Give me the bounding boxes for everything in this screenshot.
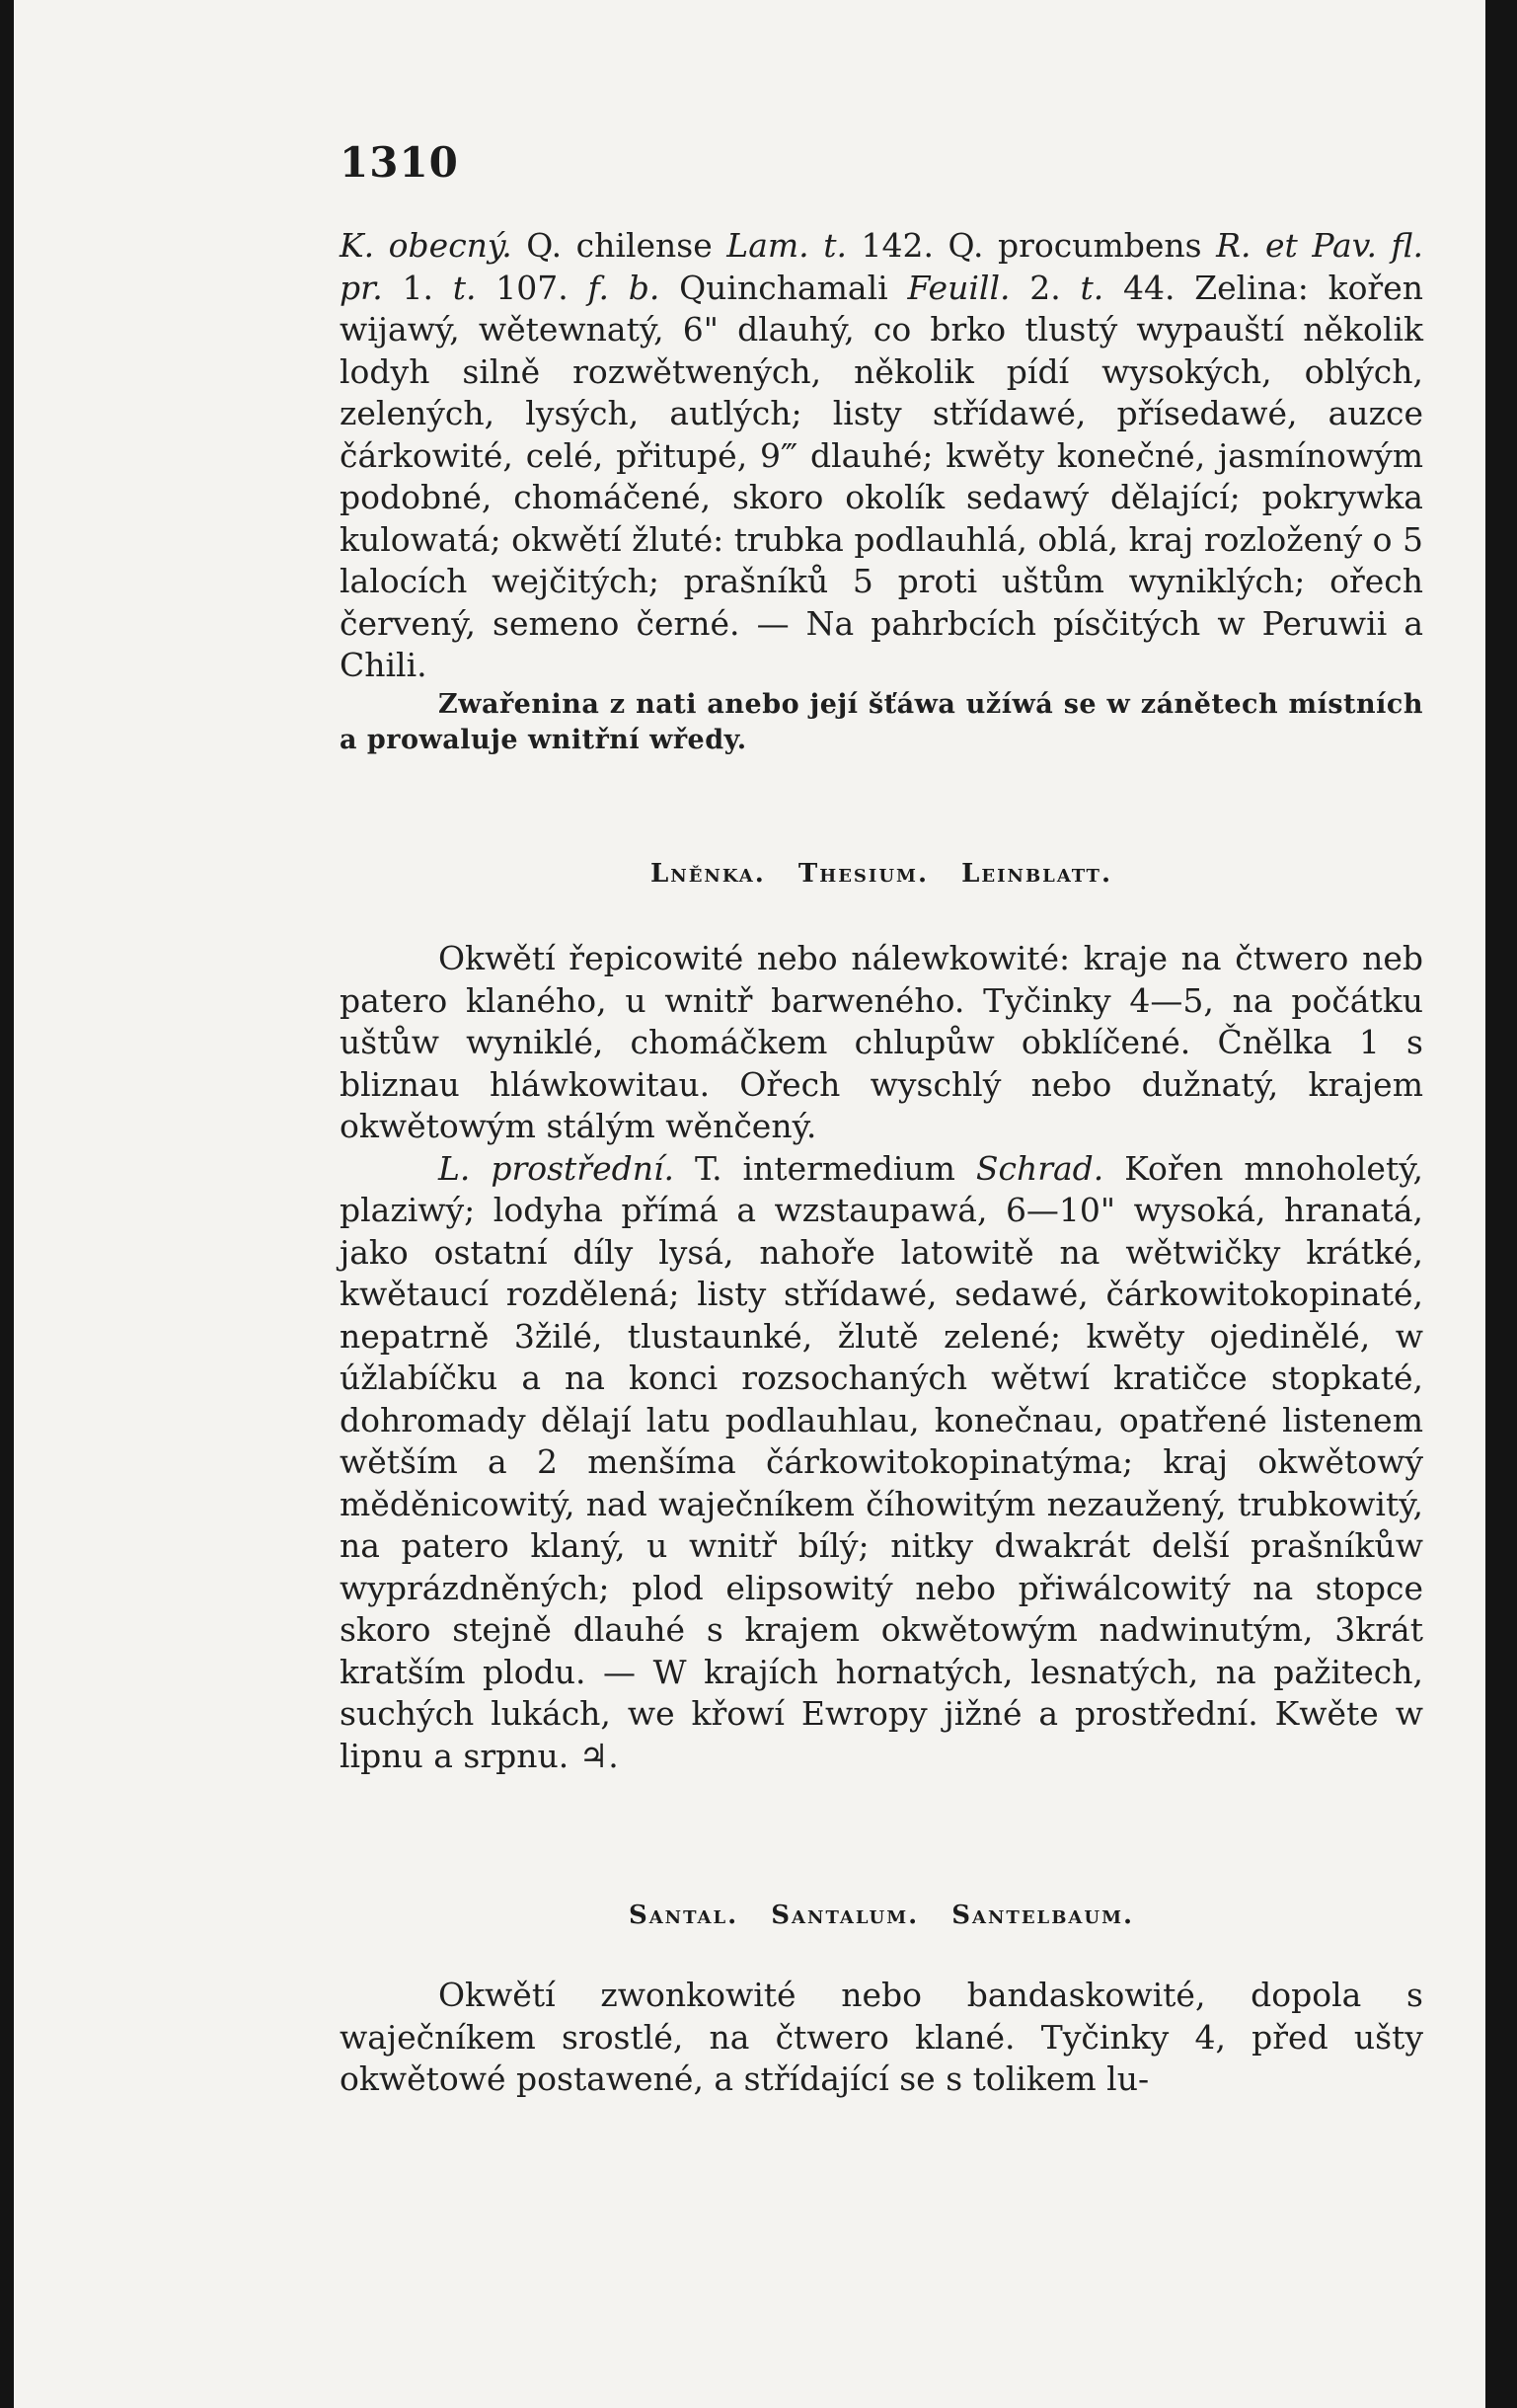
text-segment — [809, 226, 824, 265]
italic-citation: Lam. — [726, 226, 809, 265]
italic-citation: f. b. — [587, 268, 660, 307]
genus-heading-thesium: Lněnka. Thesium. Leinblatt. — [649, 859, 1113, 889]
text-segment: 1. — [382, 268, 453, 307]
text-segment: Quinchamali — [659, 268, 908, 307]
species-entry-quinchamalium — [340, 225, 1423, 758]
italic-citation: Feuill. — [907, 268, 1011, 307]
italic-citation: K. obecný. — [340, 226, 512, 265]
italic-citation: R. et Pav. fl. pr. — [340, 226, 1423, 307]
species-description: L. prostřední. T. intermedium Schrad. Kořen mnoholetý, plaziwý; lodyha přímá a wzstaupawá, 6—10" wysoká, hranatá, jako ostatní díly lysá, nahoře latowitě na wětwičky krátké, kwětaucí rozdělená; listy střídawé, sedawé, čárkowitokopinaté, nepatrně 3žilé, tlustaunké, žlutě zelené; kwěty ojedinělé, w úžlabíčku a na konci rozsochaných wětwí kratičce stopkaté, dohromady dělají latu podlauhlau, konečnau, opatřené listenem wětším a 2 menšíma čárkowitokopinatýma; kraj okwětowý měděnicowitý, nad waječníkem číhowitým nezaužený, trubkowitý, na patero klaný, u wnitř bílý; nitky dwakrát delší prašníkůw wyprázdněných; plod elipsowitý nebo přiwálcowitý na stopce skoro stejně dlauhé s krajem okwětowým nadwinutým, 3krát kratším plodu. — W krajích hornatých, lesnatých, na pažitech, suchých lukách, we křowí Ewropy jižné a prostřední. Kwěte w lipnu a srpnu. ♃. — [340, 1148, 1423, 1775]
book-page — [14, 0, 1485, 2408]
text-segment: 142. Q. procumbens — [846, 226, 1217, 265]
species-author: Schrad. — [975, 1148, 1104, 1188]
italic-citation: t. — [452, 268, 477, 307]
italic-citation: t. — [823, 226, 847, 265]
italic-citation: t. — [1080, 268, 1104, 307]
text-segment: 107. — [476, 268, 588, 307]
genus-entry-santalum — [340, 1975, 1423, 2101]
genus-entry-thesium — [340, 938, 1423, 1777]
genus-heading-santalum: Santal. Santalum. Santelbaum. — [628, 1901, 1135, 1930]
genus-description: Okwětí zwonkowité nebo bandaskowité, dopola s waječníkem srostlé, na čtwero klané. Tyčinky 4, před ušty okwětowé postawené, a střídající se s tolikem lu- — [340, 1976, 1423, 2098]
text-segment: 44. Zelina: kořen wijawý, wětewnatý, 6" dlauhý, co brko tlustý wypauští několik lodyh silně rozwětwených, několik pídí wysokých, oblých, zelených, lysých, autlých; listy střídawé, přísedawé, auzce čárkowité, celé, přitupé, 9‴ dlauhé; kwěty konečné, jasmínowým podobné, chomáčené, skoro okolík sedawý dělající; pokrywka kulowatá; okwětí žluté: trubka podlauhlá, oblá, kraj rozložený o 5 lalocích wejčitých; prašníků 5 proti uštům wyniklých; ořech červený, semeno černé. — Na pahrbcích písčitých w Peruwii a Chili. — [340, 268, 1423, 684]
usage-note: Zwařenina z nati anebo její šťáwa užíwá se w zánětech místních a prowaluje wnitřní wředy. — [340, 688, 1423, 755]
text-segment: 2. — [1010, 268, 1081, 307]
genus-description: Okwětí řepicowité nebo nálewkowité: kraje na čtwero neb patero klaného, u wnitř barweného. Tyčinky 4—5, na počátku uštůw wyniklé, chomáčkem chlupůw obklíčené. Čnělka 1 s bliznau hláwkowitau. Ořech wyschlý nebo dužnatý, krajem okwětowým stálým wěnčený. — [340, 939, 1423, 1145]
text-segment: Q. chilense — [511, 226, 727, 265]
species-name: L. prostřední. — [438, 1148, 675, 1188]
page-number: 1310 — [340, 138, 459, 187]
species-description — [340, 225, 1423, 687]
